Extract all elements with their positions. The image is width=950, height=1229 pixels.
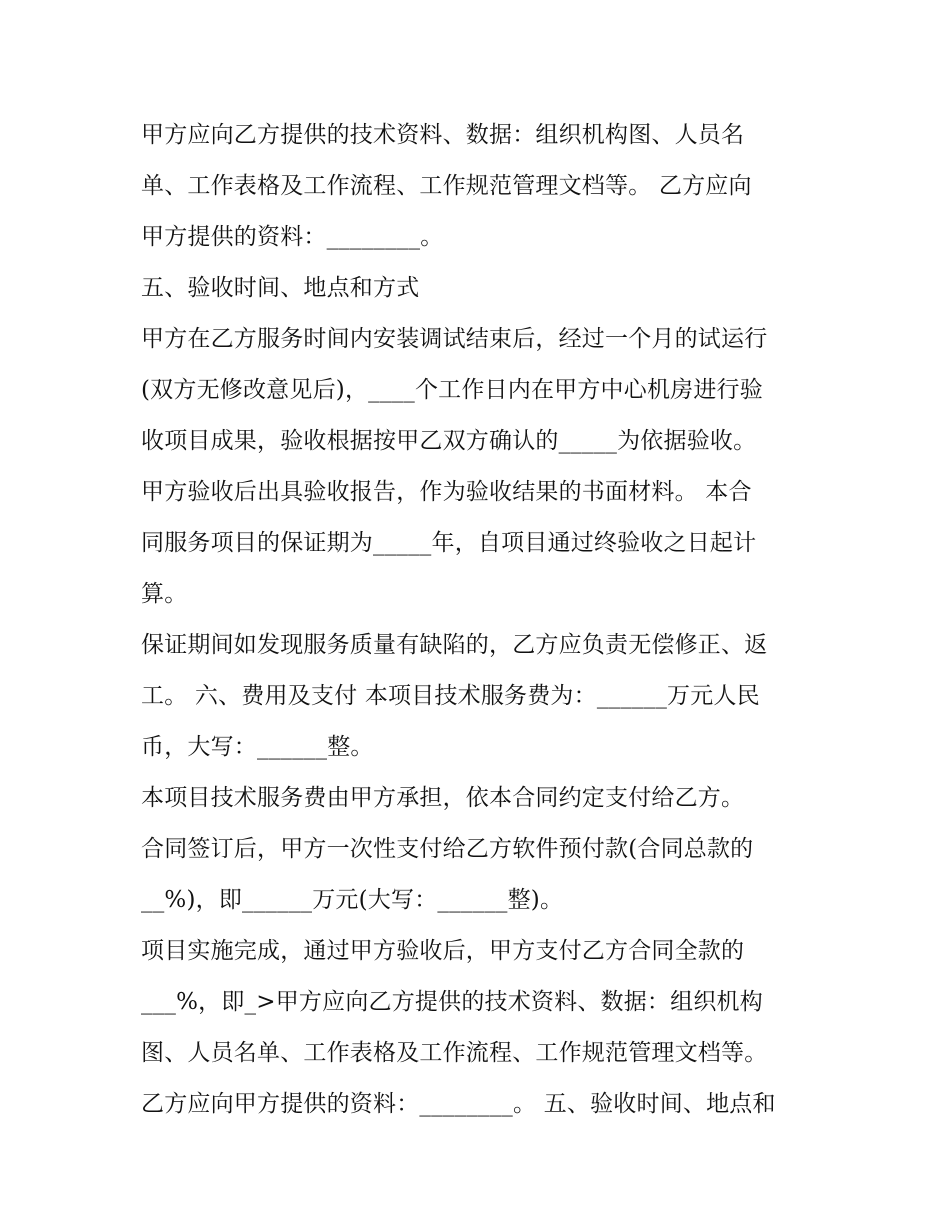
text-line: 算。 xyxy=(141,581,188,607)
text-line: 甲方提供的资料：________。 xyxy=(141,224,444,250)
text-line: 保证期间如发现服务质量有缺陷的，乙方应负责无偿修正、返 xyxy=(141,632,768,658)
text-line: 甲方验收后出具验收报告，作为验收结果的书面材料。 本合 xyxy=(141,479,752,505)
text-line: 收项目成果，验收根据按甲乙双方确认的_____为依据验收。 xyxy=(141,428,757,454)
text-line: 工。 六、费用及支付 本项目技术服务费为：______万元人民 xyxy=(141,683,760,709)
text-line: (双方无修改意见后)，____个工作日内在甲方中心机房进行验 xyxy=(141,377,763,403)
text-line: 甲方在乙方服务时间内安装调试结束后，经过一个月的试运行 xyxy=(141,326,768,352)
section-heading: 五、验收时间、地点和方式 xyxy=(141,275,420,301)
text-line: 图、人员名单、工作表格及工作流程、工作规范管理文档等。 xyxy=(141,1040,768,1066)
text-line: 同服务项目的保证期为_____年，自项目通过终验收之日起计 xyxy=(141,530,757,556)
text-line: 乙方应向甲方提供的资料：________。 五、验收时间、地点和 xyxy=(141,1091,776,1117)
text-line: 甲方应向乙方提供的技术资料、数据：组织机构图、人员名 xyxy=(141,122,745,148)
text-line: 项目实施完成，通过甲方验收后，甲方支付乙方合同全款的 xyxy=(141,938,745,964)
text-line: 币，大写：______整。 xyxy=(141,734,374,760)
text-line: 合同签订后，甲方一次性支付给乙方软件预付款(合同总款的 xyxy=(141,836,754,862)
contract-text xyxy=(141,110,821,1130)
text-line: 本项目技术服务费由甲方承担，依本合同约定支付给乙方。 xyxy=(141,785,745,811)
text-line: 单、工作表格及工作流程、工作规范管理文档等。 乙方应向 xyxy=(141,173,752,199)
text-line: ___%，即_>甲方应向乙方提供的技术资料、数据：组织机构 xyxy=(141,989,763,1015)
text-line: __%)，即______万元(大写：______整)。 xyxy=(141,887,564,913)
